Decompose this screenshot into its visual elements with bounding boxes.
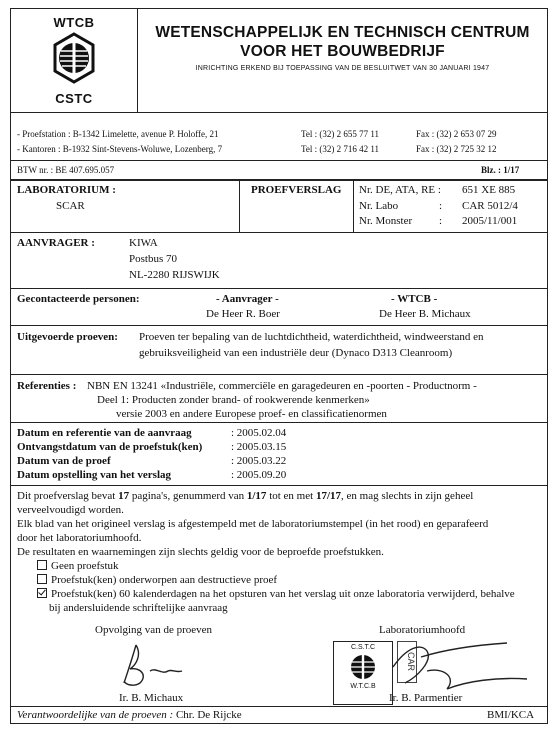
date-label: Datum en referentie van de aanvraag — [17, 427, 192, 439]
option-label: bij andersluidende schriftelijke aanvraag — [49, 602, 228, 614]
checkbox-unchecked[interactable] — [37, 560, 47, 570]
lab-stamp — [333, 641, 393, 705]
option-no-specimen — [37, 560, 119, 572]
report-header — [11, 9, 547, 113]
proeven-line-1: Proeven ter bepaling van de luchtdichtheid, waterdichtheid, windweerstand en — [139, 331, 484, 343]
date-value: : 2005.03.22 — [231, 455, 287, 467]
page-count: 17 — [118, 490, 130, 502]
aanvrager-address-2: NL-2280 RIJSWIJK — [129, 269, 220, 281]
monster-label: Nr. Monster — [359, 215, 413, 227]
stamp-bottom-text: W.T.C.B — [350, 683, 376, 690]
page-count-statement — [17, 490, 473, 502]
logo-top-text: WTCB — [53, 15, 95, 30]
date-label: Datum van de proef — [17, 455, 111, 467]
divider — [11, 706, 547, 707]
option-label: Geen proefstuk — [51, 560, 119, 572]
stamp-top-text: C.S.T.C — [350, 644, 376, 651]
stamp-globe-icon — [348, 652, 378, 682]
contact-col2-head: - WTCB - — [391, 293, 438, 305]
report-page — [10, 8, 548, 724]
wtcb-logo — [11, 9, 138, 112]
footer-responsible — [17, 709, 242, 721]
aanvrager-address-1: Postbus 70 — [129, 253, 177, 265]
contacts-label: Gecontacteerde personen: — [17, 293, 140, 305]
column-divider — [353, 180, 354, 232]
divider — [11, 179, 547, 181]
title-line-2: VOOR HET BOUWBEDRIJF — [240, 43, 445, 60]
body-text: Elk blad van het origineel verslag is afgestempeld met de laboratoriumstempel (in het rood) en geparafeerd — [17, 518, 489, 530]
referenties-line-3: versie 2003 en andere Europese proef- en classificatienormen — [116, 408, 387, 420]
institute-title — [138, 23, 547, 72]
contact-col1-head: - Aanvrager - — [216, 293, 279, 305]
kantoren-address: - Kantoren : B-1932 Sint-Stevens-Woluwe, Lozenberg, 7 — [17, 144, 223, 154]
lab-value: SCAR — [56, 200, 85, 212]
aanvrager-name: KIWA — [129, 237, 158, 249]
signature-icon — [387, 637, 537, 699]
btw-number: BTW nr. : BE 407.695.057 — [17, 165, 115, 175]
body-text: De resultaten en waarnemingen zijn slechts geldig voor de beproefde proefstukken. — [17, 546, 384, 558]
right-signature-name: Ir. B. Parmentier — [389, 692, 463, 704]
text-fragment: Dit proefverslag bevat — [17, 490, 116, 502]
footer-reference: BMI/KCA — [487, 709, 535, 721]
option-destructive — [37, 574, 277, 586]
contact-col1-name: De Heer R. Boer — [206, 308, 280, 320]
referenties-line-2: Deel 1: Producten zonder brand- of rookwerende kenmerken» — [97, 394, 370, 406]
fax-1: Fax : (32) 2 653 07 29 — [416, 129, 497, 139]
divider — [11, 325, 547, 326]
date-value: : 2005.03.15 — [231, 441, 287, 453]
date-label: Datum opstelling van het verslag — [17, 469, 171, 481]
text-fragment: pagina's, genummerd van — [131, 490, 245, 502]
labo-value: CAR 5012/4 — [462, 200, 518, 212]
first-page: 1/17 — [246, 490, 267, 502]
left-signature-title: Opvolging van de proeven — [95, 624, 212, 636]
aanvrager-label: AANVRAGER : — [17, 237, 95, 249]
tel-2: Tel : (32) 2 716 42 11 — [301, 144, 380, 154]
body-text: verveelvoudigd worden. — [17, 504, 124, 516]
monster-value: 2005/11/001 — [462, 215, 518, 227]
proeven-line-2: gebruiksveiligheid van een industriële deur (Dynaco D313 Cleanroom) — [139, 347, 453, 359]
referenties-label: Referenties : — [17, 380, 77, 392]
left-signature-name: Ir. B. Michaux — [119, 692, 184, 704]
stamp-side-text: CAR — [397, 641, 417, 683]
right-signature-title: Laboratoriumhoofd — [379, 624, 466, 636]
institute-subtitle: INRICHTING ERKEND BIJ TOEPASSING VAN DE BESLUITWET VAN 30 JANUARI 1947 — [195, 65, 490, 72]
logo-bottom-text: CSTC — [55, 91, 93, 106]
date-value: : 2005.09.20 — [231, 469, 287, 481]
title-line-1: WETENSCHAPPELIJK EN TECHNISCH CENTRUM — [155, 24, 530, 41]
tel-1: Tel : (32) 2 655 77 11 — [301, 129, 380, 139]
report-type: PROEFVERSLAG — [251, 184, 342, 196]
divider — [11, 232, 547, 233]
nr-label: Nr. DE, ATA, RE : — [359, 184, 441, 196]
last-page: 17/17 — [315, 490, 341, 502]
date-value: : 2005.02.04 — [231, 427, 287, 439]
checkbox-unchecked[interactable] — [37, 574, 47, 584]
divider — [11, 374, 547, 375]
footer-label: Verantwoordelijke van de proeven : — [17, 709, 174, 721]
text-fragment: tot en met — [269, 490, 314, 502]
monster-colon: : — [439, 215, 443, 227]
body-text: door het laboratoriumhoofd. — [17, 532, 142, 544]
nr-value: 651 XE 885 — [462, 184, 516, 196]
option-removed — [37, 588, 515, 600]
text-fragment: , en mag slechts in zijn geheel — [341, 490, 474, 502]
globe-logo-icon — [49, 31, 99, 89]
date-label: Ontvangstdatum van de proefstuk(ken) — [17, 441, 203, 453]
lab-label: LABORATORIUM : — [17, 184, 116, 196]
proefstation-address: - Proefstation : B-1342 Limelette, avenue P. Holoffe, 21 — [17, 129, 219, 139]
divider — [11, 422, 547, 423]
proeven-label: Uitgevoerde proeven: — [17, 331, 118, 343]
divider — [11, 288, 547, 289]
labo-label: Nr. Labo — [359, 200, 399, 212]
option-label: Proefstuk(ken) 60 kalenderdagen na het opsturen van het verslag uit onze laboratoria verwijderd, behalve — [51, 588, 515, 600]
signature-icon — [106, 641, 196, 689]
divider — [11, 160, 547, 161]
divider — [11, 485, 547, 486]
footer-name: Chr. De Rijcke — [175, 709, 242, 721]
option-label: Proefstuk(ken) onderworpen aan destructieve proef — [51, 574, 278, 586]
fax-2: Fax : (32) 2 725 32 12 — [416, 144, 497, 154]
page-number: Blz. : 1/17 — [481, 165, 520, 175]
referenties-line-1: NBN EN 13241 «Industriële, commerciële en garagedeuren en -poorten - Productnorm - — [87, 380, 477, 392]
column-divider — [239, 180, 240, 232]
labo-colon: : — [439, 200, 443, 212]
contact-col2-name: De Heer B. Michaux — [379, 308, 471, 320]
checkbox-checked[interactable] — [37, 588, 47, 598]
